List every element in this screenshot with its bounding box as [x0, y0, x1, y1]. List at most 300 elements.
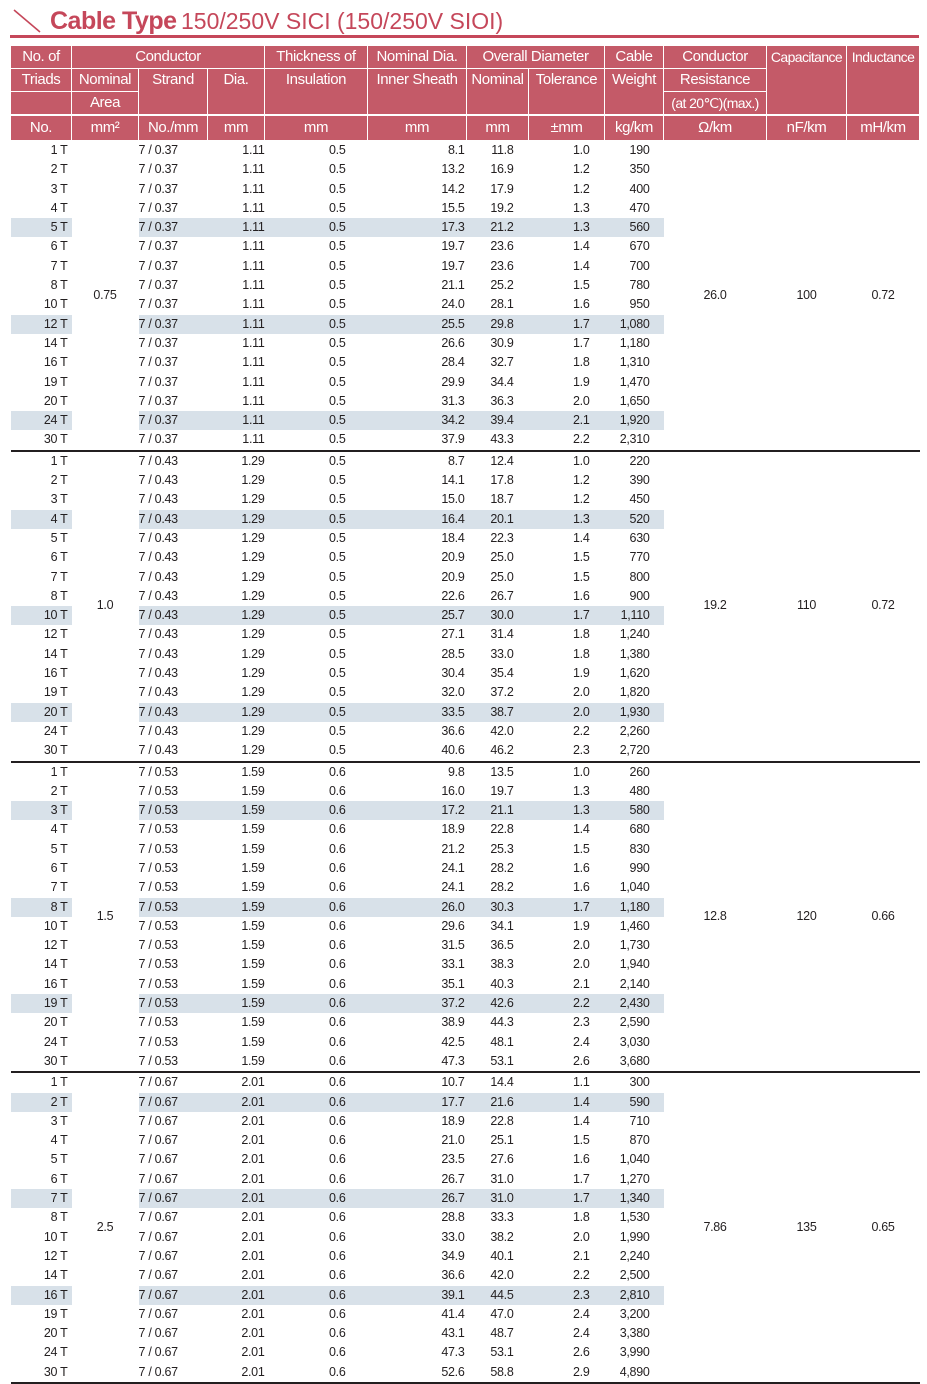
cable-weight-cell: 1,930	[605, 703, 664, 722]
dia-cell: 2.01	[241, 1229, 265, 1244]
inner-sheath-dia-cell: 21.1	[441, 278, 465, 293]
triad-count-cell: 6 T	[50, 550, 68, 565]
dia-cell: 2.01	[241, 1345, 265, 1360]
dia-cell: 2.01	[241, 1133, 265, 1148]
dia-cell: 2.01	[208, 1093, 265, 1112]
table-row	[11, 141, 920, 161]
resistance-cell: 12.8	[664, 762, 767, 1073]
overall-dia-tolerance-cell: 1.3	[573, 783, 590, 798]
inner-sheath-dia-cell: 14.2	[441, 181, 465, 196]
dia-cell: 1.11	[242, 393, 265, 408]
conductor-group	[11, 1072, 920, 1383]
overall-dia-nominal-cell: 21.1	[467, 801, 529, 820]
overall-dia-tolerance-cell: 1.5	[573, 841, 590, 856]
triad-count-cell: 6 T	[50, 1171, 68, 1186]
cable-weight-cell: 1,650	[619, 393, 650, 408]
triad-count-cell: 5 T	[50, 841, 68, 856]
conductor-group	[11, 141, 920, 451]
strand-cell: 7 / 0.43	[138, 550, 178, 565]
inner-sheath-dia-cell: 8.7	[448, 453, 465, 468]
insulation-thickness-cell: 0.6	[329, 822, 346, 837]
inner-sheath-dia-cell: 34.2	[368, 411, 467, 430]
dia-cell: 1.59	[241, 957, 265, 972]
unit-area: mm²	[72, 115, 139, 141]
cable-weight-cell: 220	[629, 453, 650, 468]
overall-dia-nominal-cell: 20.1	[467, 510, 529, 529]
cable-weight-cell: 1,310	[619, 355, 650, 370]
insulation-thickness-cell: 0.5	[329, 258, 346, 273]
strand-cell: 7 / 0.67	[138, 1133, 178, 1148]
overall-dia-nominal-cell: 19.2	[490, 200, 514, 215]
unit-inductance: mH/km	[847, 115, 920, 141]
insulation-thickness-cell: 0.6	[265, 898, 368, 917]
strand-cell: 7 / 0.37	[138, 181, 178, 196]
title-underline	[10, 35, 919, 38]
overall-dia-tolerance-cell: 1.5	[573, 569, 590, 584]
dia-cell: 2.01	[241, 1268, 265, 1283]
overall-dia-nominal-cell: 48.7	[490, 1326, 514, 1341]
triad-count-cell: 7 T	[50, 880, 68, 895]
overall-dia-nominal-cell: 14.4	[490, 1075, 514, 1090]
strand-cell: 7 / 0.67	[138, 1152, 178, 1167]
triad-count-cell: 7 T	[11, 1189, 72, 1208]
dia-cell: 1.29	[208, 510, 265, 529]
overall-dia-tolerance-cell: 1.2	[573, 473, 590, 488]
strand-cell: 7 / 0.53	[138, 764, 178, 779]
header-no-of-triads-2: Triads	[11, 69, 72, 92]
dia-cell: 1.59	[241, 918, 265, 933]
inner-sheath-dia-cell: 31.5	[441, 938, 465, 953]
strand-cell: 7 / 0.53	[138, 880, 178, 895]
header-no-of-triads-1: No. of	[11, 46, 72, 69]
cable-weight-cell: 1,990	[619, 1229, 650, 1244]
dia-cell: 1.29	[241, 627, 265, 642]
cable-weight-cell: 2,430	[605, 994, 664, 1013]
header-blank	[11, 92, 72, 116]
strand-cell: 7 / 0.67	[139, 1363, 208, 1383]
strand-cell: 7 / 0.67	[138, 1306, 178, 1321]
overall-dia-tolerance-cell: 2.6	[529, 1052, 605, 1072]
insulation-thickness-cell: 0.5	[329, 374, 346, 389]
dia-cell: 1.59	[241, 841, 265, 856]
overall-dia-tolerance-cell: 2.0	[573, 393, 590, 408]
cable-weight-cell: 2,500	[619, 1268, 650, 1283]
cable-weight-cell: 3,680	[605, 1052, 664, 1072]
triad-count-cell: 16 T	[43, 666, 68, 681]
inner-sheath-dia-cell: 15.5	[441, 200, 465, 215]
overall-dia-tolerance-cell: 1.4	[573, 530, 590, 545]
triad-count-cell: 5 T	[11, 218, 72, 237]
header-nominal-dia-2: Inner Sheath	[368, 69, 467, 116]
overall-dia-tolerance-cell: 1.3	[529, 218, 605, 237]
conductor-group	[11, 762, 920, 1073]
inner-sheath-dia-cell: 21.0	[441, 1133, 465, 1148]
dia-cell: 1.29	[241, 550, 265, 565]
insulation-thickness-cell: 0.6	[329, 957, 346, 972]
overall-dia-tolerance-cell: 1.7	[573, 1171, 590, 1186]
header-cable-weight-2: Weight	[605, 69, 664, 116]
dia-cell: 2.01	[208, 1189, 265, 1208]
inner-sheath-dia-cell: 18.9	[441, 822, 465, 837]
insulation-thickness-cell: 0.6	[329, 976, 346, 991]
overall-dia-tolerance-cell: 1.5	[573, 278, 590, 293]
cable-weight-cell: 1,620	[619, 666, 650, 681]
strand-cell: 7 / 0.53	[138, 822, 178, 837]
strand-cell: 7 / 0.67	[138, 1248, 178, 1263]
overall-dia-nominal-cell: 21.6	[467, 1093, 529, 1112]
inner-sheath-dia-cell: 19.7	[441, 258, 465, 273]
inductance-cell: 0.72	[847, 141, 920, 451]
cable-weight-cell: 2,720	[605, 741, 664, 761]
overall-dia-nominal-cell: 25.0	[490, 550, 514, 565]
overall-dia-tolerance-cell: 1.6	[573, 880, 590, 895]
overall-dia-nominal-cell: 38.7	[467, 703, 529, 722]
inductance-cell: 0.65	[847, 1072, 920, 1383]
strand-cell: 7 / 0.53	[138, 938, 178, 953]
insulation-thickness-cell: 0.6	[329, 938, 346, 953]
triad-count-cell: 30 T	[11, 1052, 72, 1072]
overall-dia-tolerance-cell: 1.3	[529, 801, 605, 820]
cable-weight-cell: 1,270	[619, 1171, 650, 1186]
triad-count-cell: 10 T	[11, 606, 72, 625]
strand-cell: 7 / 0.53	[139, 1052, 208, 1072]
unit-resistance: Ω/km	[664, 115, 767, 141]
nominal-area-cell: 1.0	[72, 451, 139, 762]
resistance-cell: 26.0	[664, 141, 767, 451]
overall-dia-nominal-cell: 47.0	[490, 1306, 514, 1321]
overall-dia-nominal-cell: 42.6	[467, 994, 529, 1013]
cable-weight-cell: 700	[629, 258, 650, 273]
overall-dia-nominal-cell: 21.2	[467, 218, 529, 237]
strand-cell: 7 / 0.53	[138, 841, 178, 856]
overall-dia-nominal-cell: 44.5	[467, 1286, 529, 1305]
overall-dia-tolerance-cell: 2.2	[529, 994, 605, 1013]
cable-weight-cell: 1,380	[619, 646, 650, 661]
inner-sheath-dia-cell: 20.9	[441, 550, 465, 565]
dia-cell: 1.29	[241, 588, 265, 603]
dia-cell: 2.01	[241, 1113, 265, 1128]
strand-cell: 7 / 0.53	[139, 801, 208, 820]
inner-sheath-dia-cell: 25.7	[368, 606, 467, 625]
strand-cell: 7 / 0.37	[139, 411, 208, 430]
overall-dia-nominal-cell: 34.1	[490, 918, 514, 933]
strand-cell: 7 / 0.37	[139, 315, 208, 334]
overall-dia-tolerance-cell: 1.7	[529, 898, 605, 917]
dia-cell: 1.59	[241, 938, 265, 953]
insulation-thickness-cell: 0.6	[265, 1286, 368, 1305]
overall-dia-tolerance-cell: 1.4	[529, 1093, 605, 1112]
overall-dia-tolerance-cell: 2.9	[529, 1363, 605, 1383]
overall-dia-tolerance-cell: 1.2	[573, 162, 590, 177]
dia-cell: 2.01	[208, 1363, 265, 1383]
overall-dia-nominal-cell: 33.0	[490, 646, 514, 661]
overall-dia-tolerance-cell: 1.6	[573, 1152, 590, 1167]
insulation-thickness-cell: 0.5	[329, 646, 346, 661]
overall-dia-nominal-cell: 27.6	[490, 1152, 514, 1167]
overall-dia-nominal-cell: 36.5	[490, 938, 514, 953]
overall-dia-tolerance-cell: 2.2	[573, 723, 590, 738]
cable-weight-cell: 3,990	[619, 1345, 650, 1360]
strand-cell: 7 / 0.37	[138, 143, 178, 157]
overall-dia-nominal-cell: 28.1	[490, 297, 514, 312]
table-row	[11, 451, 920, 471]
dia-cell: 2.01	[241, 1152, 265, 1167]
strand-cell: 7 / 0.53	[138, 860, 178, 875]
cable-weight-cell: 670	[629, 239, 650, 254]
triad-count-cell: 10 T	[43, 297, 68, 312]
overall-dia-nominal-cell: 53.1	[490, 1345, 514, 1360]
header-resistance-1: Conductor	[664, 46, 767, 69]
inner-sheath-dia-cell: 13.2	[441, 162, 465, 177]
triad-count-cell: 14 T	[43, 335, 68, 350]
insulation-thickness-cell: 0.6	[329, 1015, 346, 1030]
header-thickness-1: Thickness of	[265, 46, 368, 69]
strand-cell: 7 / 0.43	[139, 510, 208, 529]
triad-count-cell: 19 T	[43, 374, 68, 389]
overall-dia-tolerance-cell: 1.9	[573, 374, 590, 389]
cable-weight-cell: 680	[629, 822, 650, 837]
insulation-thickness-cell: 0.5	[329, 239, 346, 254]
strand-cell: 7 / 0.43	[138, 473, 178, 488]
insulation-thickness-cell: 0.6	[329, 918, 346, 933]
dia-cell: 1.11	[208, 411, 265, 430]
strand-cell: 7 / 0.37	[138, 278, 178, 293]
unit-strand: No./mm	[139, 115, 208, 141]
cable-weight-cell: 2,260	[619, 723, 650, 738]
inner-sheath-dia-cell: 25.5	[368, 315, 467, 334]
header-thickness-2: Insulation	[265, 69, 368, 116]
cable-weight-cell: 590	[605, 1093, 664, 1112]
triad-count-cell: 24 T	[43, 1345, 68, 1360]
title-bold: Cable Type	[50, 7, 177, 35]
strand-cell: 7 / 0.67	[139, 1286, 208, 1305]
dia-cell: 1.29	[241, 473, 265, 488]
triad-count-cell: 24 T	[43, 723, 68, 738]
dia-cell: 1.11	[242, 258, 265, 273]
inner-sheath-dia-cell: 21.2	[441, 841, 465, 856]
header-capacitance: Capacitance	[767, 46, 847, 116]
inner-sheath-dia-cell: 29.9	[441, 374, 465, 389]
insulation-thickness-cell: 0.5	[265, 315, 368, 334]
overall-dia-nominal-cell: 33.3	[490, 1210, 514, 1225]
cable-weight-cell: 1,240	[619, 627, 650, 642]
overall-dia-nominal-cell: 28.2	[490, 880, 514, 895]
dia-cell: 2.01	[241, 1075, 265, 1090]
overall-dia-tolerance-cell: 1.6	[573, 588, 590, 603]
table-row	[11, 762, 920, 782]
strand-cell: 7 / 0.43	[138, 588, 178, 603]
triad-count-cell: 19 T	[43, 685, 68, 700]
triad-count-cell: 12 T	[11, 315, 72, 334]
insulation-thickness-cell: 0.5	[265, 218, 368, 237]
conductor-group	[11, 451, 920, 762]
overall-dia-tolerance-cell: 1.8	[573, 627, 590, 642]
triad-count-cell: 8 T	[50, 588, 68, 603]
strand-cell: 7 / 0.37	[139, 218, 208, 237]
triad-count-cell: 16 T	[11, 1286, 72, 1305]
strand-cell: 7 / 0.67	[138, 1326, 178, 1341]
triad-count-cell: 30 T	[11, 1363, 72, 1383]
header-nominal-area-2: Area	[72, 92, 139, 116]
triad-count-cell: 14 T	[43, 957, 68, 972]
strand-cell: 7 / 0.43	[138, 492, 178, 507]
insulation-thickness-cell: 0.6	[329, 1034, 346, 1049]
inner-sheath-dia-cell: 33.0	[441, 1229, 465, 1244]
cable-weight-cell: 2,240	[619, 1248, 650, 1263]
overall-dia-tolerance-cell: 1.5	[573, 550, 590, 565]
dia-cell: 1.29	[241, 453, 265, 468]
insulation-thickness-cell: 0.5	[329, 473, 346, 488]
triad-count-cell: 24 T	[43, 1034, 68, 1049]
dia-cell: 1.29	[241, 723, 265, 738]
overall-dia-nominal-cell: 38.3	[490, 957, 514, 972]
header-nominal-dia-1: Nominal Dia.	[368, 46, 467, 69]
header-conductor: Conductor	[72, 46, 265, 69]
triad-count-cell: 10 T	[43, 918, 68, 933]
overall-dia-tolerance-cell: 2.2	[529, 430, 605, 450]
overall-dia-tolerance-cell: 1.3	[573, 200, 590, 215]
overall-dia-tolerance-cell: 2.0	[573, 957, 590, 972]
overall-dia-nominal-cell: 31.0	[467, 1189, 529, 1208]
dia-cell: 1.59	[241, 1015, 265, 1030]
page-title	[10, 6, 919, 34]
strand-cell: 7 / 0.67	[138, 1229, 178, 1244]
cable-weight-cell: 3,380	[619, 1326, 650, 1341]
insulation-thickness-cell: 0.5	[329, 181, 346, 196]
overall-dia-nominal-cell: 18.7	[490, 492, 514, 507]
inner-sheath-dia-cell: 33.1	[441, 957, 465, 972]
dia-cell: 1.11	[242, 162, 265, 177]
dia-cell: 1.11	[242, 374, 265, 389]
insulation-thickness-cell: 0.5	[329, 627, 346, 642]
overall-dia-nominal-cell: 43.3	[467, 430, 529, 450]
inner-sheath-dia-cell: 18.9	[441, 1113, 465, 1128]
overall-dia-tolerance-cell: 2.4	[573, 1306, 590, 1321]
strand-cell: 7 / 0.67	[138, 1268, 178, 1283]
overall-dia-nominal-cell: 44.3	[490, 1015, 514, 1030]
insulation-thickness-cell: 0.5	[329, 162, 346, 177]
unit-capacitance: nF/km	[767, 115, 847, 141]
cable-weight-cell: 1,940	[619, 957, 650, 972]
insulation-thickness-cell: 0.5	[265, 703, 368, 722]
nominal-area-cell: 1.5	[72, 762, 139, 1073]
inner-sheath-dia-cell: 27.1	[441, 627, 465, 642]
triad-count-cell: 20 T	[43, 1015, 68, 1030]
cable-weight-cell: 780	[629, 278, 650, 293]
strand-cell: 7 / 0.67	[138, 1345, 178, 1360]
dia-cell: 2.01	[241, 1210, 265, 1225]
triad-count-cell: 7 T	[50, 569, 68, 584]
triad-count-cell: 19 T	[43, 1306, 68, 1321]
strand-cell: 7 / 0.67	[138, 1171, 178, 1186]
insulation-thickness-cell: 0.5	[329, 588, 346, 603]
triad-count-cell: 1 T	[50, 1075, 68, 1090]
cable-weight-cell: 190	[629, 143, 650, 157]
triad-count-cell: 12 T	[43, 1248, 68, 1263]
nominal-area-cell: 2.5	[72, 1072, 139, 1383]
overall-dia-tolerance-cell: 2.1	[573, 1248, 590, 1263]
inner-sheath-dia-cell: 17.3	[368, 218, 467, 237]
triad-count-cell: 5 T	[50, 1152, 68, 1167]
triad-count-cell: 1 T	[50, 764, 68, 779]
unit-no: No.	[11, 115, 72, 141]
overall-dia-nominal-cell: 36.3	[490, 393, 514, 408]
strand-cell: 7 / 0.53	[138, 1034, 178, 1049]
triad-count-cell: 8 T	[11, 898, 72, 917]
dia-cell: 1.29	[241, 569, 265, 584]
inner-sheath-dia-cell: 40.6	[368, 741, 467, 761]
overall-dia-tolerance-cell: 1.4	[573, 258, 590, 273]
overall-dia-nominal-cell: 13.5	[490, 764, 514, 779]
overall-dia-nominal-cell: 30.9	[490, 335, 514, 350]
cable-weight-cell: 900	[629, 588, 650, 603]
inner-sheath-dia-cell: 24.1	[441, 860, 465, 875]
strand-cell: 7 / 0.37	[138, 355, 178, 370]
inner-sheath-dia-cell: 35.1	[441, 976, 465, 991]
dia-cell: 1.11	[242, 200, 265, 215]
inner-sheath-dia-cell: 38.9	[441, 1015, 465, 1030]
insulation-thickness-cell: 0.6	[265, 994, 368, 1013]
cable-weight-cell: 800	[629, 569, 650, 584]
insulation-thickness-cell: 0.6	[329, 1133, 346, 1148]
cable-weight-cell: 260	[629, 764, 650, 779]
insulation-thickness-cell: 0.6	[329, 1268, 346, 1283]
insulation-thickness-cell: 0.6	[329, 1075, 346, 1090]
triad-count-cell: 2 T	[11, 1093, 72, 1112]
dia-cell: 1.59	[208, 1052, 265, 1072]
overall-dia-nominal-cell: 48.1	[490, 1034, 514, 1049]
overall-dia-nominal-cell: 19.7	[490, 783, 514, 798]
dia-cell: 1.59	[208, 801, 265, 820]
dia-cell: 1.59	[241, 764, 265, 779]
strand-cell: 7 / 0.43	[139, 741, 208, 761]
insulation-thickness-cell: 0.6	[265, 1189, 368, 1208]
cable-weight-cell: 390	[629, 473, 650, 488]
overall-dia-nominal-cell: 28.2	[490, 860, 514, 875]
inner-sheath-dia-cell: 43.1	[441, 1326, 465, 1341]
overall-dia-nominal-cell: 37.2	[490, 685, 514, 700]
inner-sheath-dia-cell: 17.7	[368, 1093, 467, 1112]
dia-cell: 1.29	[241, 685, 265, 700]
inner-sheath-dia-cell: 10.7	[441, 1075, 465, 1090]
dia-cell: 1.59	[241, 860, 265, 875]
overall-dia-tolerance-cell: 1.0	[573, 143, 590, 157]
inner-sheath-dia-cell: 28.5	[441, 646, 465, 661]
header-strand: Strand	[139, 69, 208, 116]
insulation-thickness-cell: 0.5	[329, 335, 346, 350]
insulation-thickness-cell: 0.5	[329, 355, 346, 370]
unit-weight: kg/km	[605, 115, 664, 141]
cable-weight-cell: 710	[629, 1113, 650, 1128]
dia-cell: 2.01	[208, 1286, 265, 1305]
insulation-thickness-cell: 0.6	[329, 1113, 346, 1128]
inner-sheath-dia-cell: 52.6	[368, 1363, 467, 1383]
triad-count-cell: 2 T	[50, 162, 68, 177]
insulation-thickness-cell: 0.6	[265, 1363, 368, 1383]
inner-sheath-dia-cell: 31.3	[441, 393, 465, 408]
inner-sheath-dia-cell: 28.8	[441, 1210, 465, 1225]
dia-cell: 1.11	[242, 335, 265, 350]
insulation-thickness-cell: 0.6	[329, 1326, 346, 1341]
header-tolerance: Tolerance	[529, 69, 605, 116]
insulation-thickness-cell: 0.6	[329, 841, 346, 856]
triad-count-cell: 16 T	[43, 976, 68, 991]
diagonal-line-icon	[12, 8, 42, 34]
insulation-thickness-cell: 0.5	[265, 510, 368, 529]
overall-dia-tolerance-cell: 1.0	[573, 764, 590, 779]
triad-count-cell: 2 T	[50, 783, 68, 798]
overall-dia-tolerance-cell: 1.4	[573, 822, 590, 837]
